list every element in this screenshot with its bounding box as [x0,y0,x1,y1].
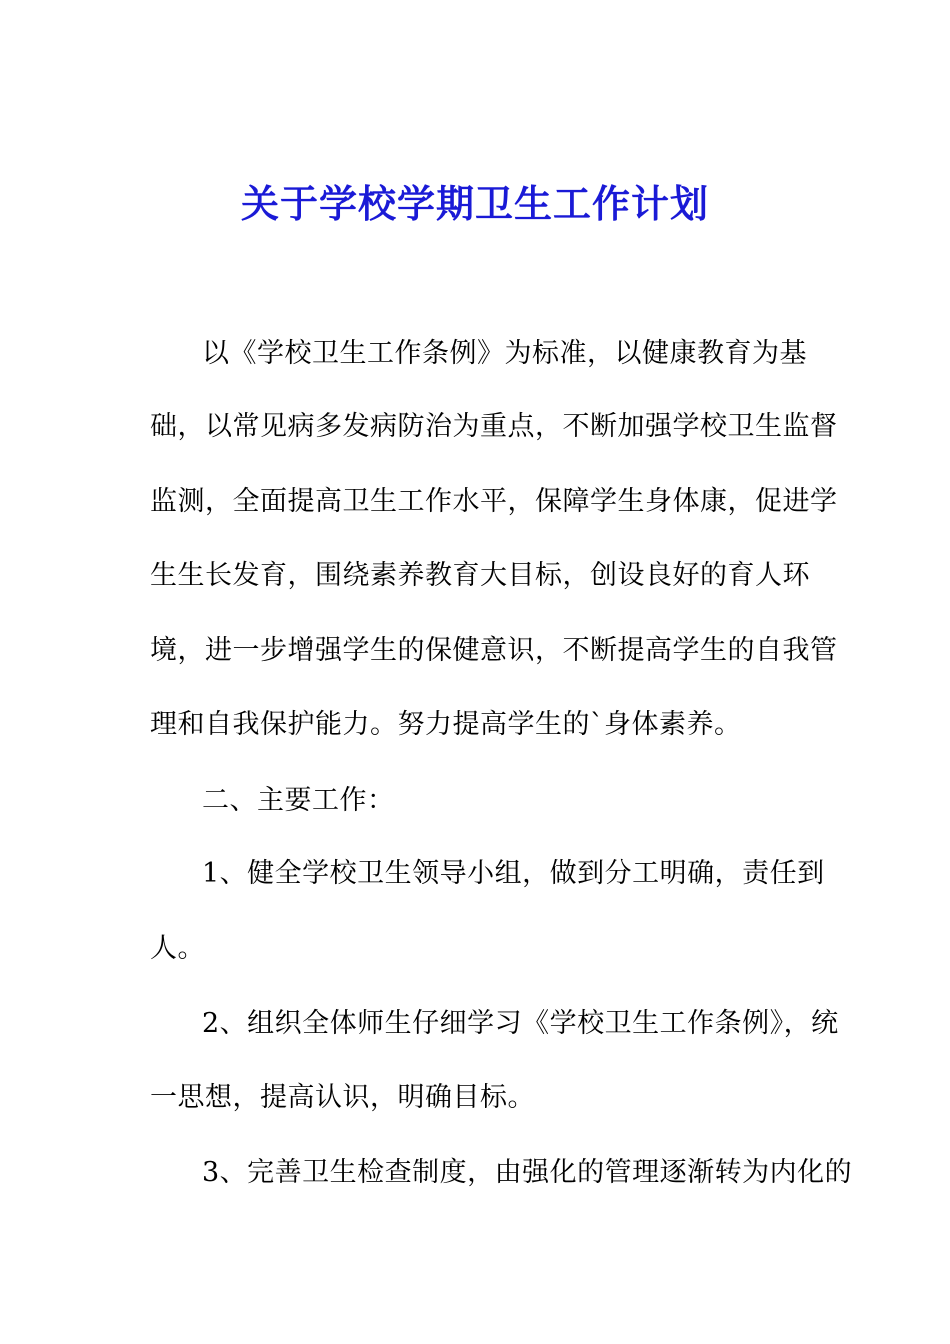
document-title: 关于学校学期卫生工作计划 [240,181,709,226]
paragraph-line: 监测，全面提高卫生工作水平，保障学生身体康，促进学 [150,486,838,517]
paragraph-line: 理和自我保护能力。努力提高学生的`身体素养。 [150,709,742,740]
paragraph-line: 境，进一步增强学生的保健意识，不断提高学生的自我管 [150,635,838,666]
section-heading: 二、主要工作： [202,785,395,816]
paragraph-line: 生生长发育，围绕素养教育大目标，创设良好的育人环 [150,560,810,591]
list-item-line: 2、组织全体师生仔细学习《学校卫生工作条例》，统 [202,1008,839,1039]
list-item-line: 人。 [150,933,205,964]
paragraph-line: 础，以常见病多发病防治为重点，不断加强学校卫生监督 [150,411,838,442]
list-item-line: 3、完善卫生检查制度，由强化的管理逐渐转为内化的 [202,1157,853,1188]
list-item-line: 一思想，提高认识，明确目标。 [150,1082,535,1113]
paragraph-line: 以《学校卫生工作条例》为标准，以健康教育为基 [202,338,807,369]
list-item-line: 1、健全学校卫生领导小组，做到分工明确，责任到 [202,858,825,889]
